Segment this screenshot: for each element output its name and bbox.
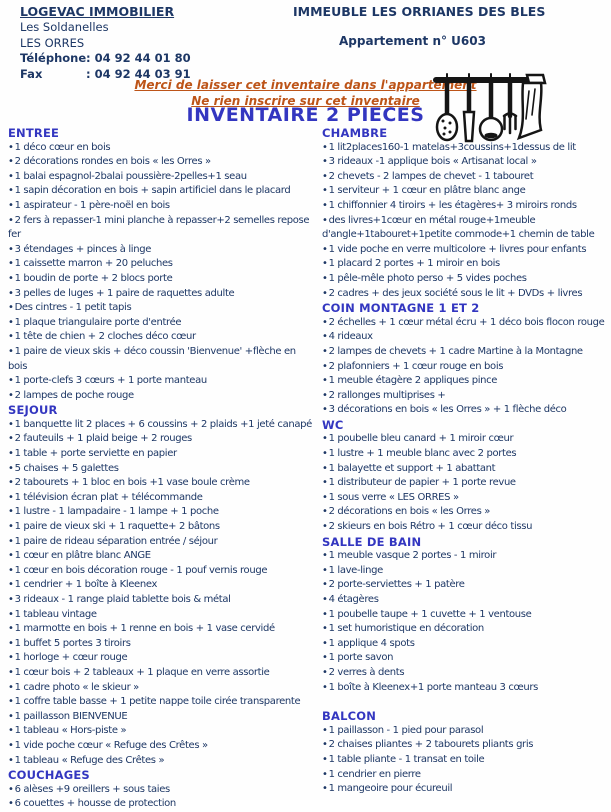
bullet-icon: • [8, 433, 14, 445]
inventory-item [8, 520, 313, 535]
item-text: 1 caissette marron + 20 peluches [14, 258, 173, 270]
item-text: 1 paillasson - 1 pied pour parasol [328, 724, 484, 736]
bullet-icon: • [8, 448, 14, 460]
bullet-icon: • [8, 243, 14, 255]
inventory-item [8, 272, 313, 287]
inventory-item [8, 418, 313, 433]
bullet-icon: • [8, 477, 14, 489]
inventory-item [8, 301, 313, 316]
bullet-icon: • [8, 550, 14, 562]
phone-label: Téléphone [20, 51, 87, 66]
inventory-item [8, 316, 313, 331]
bullet-icon: • [8, 331, 14, 343]
item-text: 2 tabourets + 1 bloc en bois +1 vase boule crème [14, 477, 250, 489]
inventory-item [8, 578, 313, 593]
inventory-item [8, 739, 313, 754]
bullet-icon: • [322, 594, 328, 605]
item-text: 2 skieurs en bois Rétro + 1 cœur déco tissu [328, 521, 533, 533]
item-text: 1 lave-linge [328, 564, 383, 576]
inventory-item [322, 287, 609, 302]
item-text: 1 paillasson BIENVENUE [14, 710, 128, 722]
item-text: 1 lit2places160-1 matelas+3coussins+1dessus de lit [328, 141, 576, 153]
inventory-item [8, 374, 313, 389]
item-text: 2 chaises pliantes + 2 tabourets pliants gris [328, 739, 534, 751]
inventory-item [322, 243, 609, 258]
bullet-icon: • [322, 141, 328, 153]
inventory-item [322, 505, 609, 520]
bullet-icon: • [322, 345, 328, 357]
inventory-item [322, 622, 609, 637]
bullet-icon: • [8, 623, 14, 635]
section-heading: WC [322, 417, 344, 432]
inventory-item [8, 549, 313, 564]
item-text: 2 chevets - 2 lampes de chevet - 1 tabouret [328, 170, 534, 182]
inventory-item [322, 345, 609, 360]
phone-number: : 04 92 44 01 80 [86, 51, 191, 66]
item-text: 1 cœur bois + 2 tableaux + 1 plaque en verre assortie [14, 666, 270, 678]
item-text: 5 chaises + 5 galettes [14, 462, 119, 474]
bullet-icon: • [322, 156, 328, 168]
item-text: 1 placard 2 portes + 1 miroir en bois [328, 258, 500, 270]
bullet-icon: • [322, 258, 328, 270]
bullet-icon: • [8, 696, 14, 708]
item-text: 1 lustre + 1 meuble blanc avec 2 portes [328, 448, 517, 460]
inventory-item [322, 608, 609, 623]
inventory-item [322, 257, 609, 272]
bullet-icon: • [322, 433, 328, 445]
item-text: 3 décorations en bois « les Orres » + 1 flèche déco [328, 404, 567, 416]
inventory-item [322, 447, 609, 462]
inventory-item [322, 374, 609, 389]
bullet-icon: • [322, 448, 328, 460]
bullet-icon: • [8, 156, 14, 168]
bullet-icon: • [322, 681, 328, 693]
bullet-icon: • [8, 725, 14, 737]
bullet-icon: • [8, 521, 14, 533]
inventory-item [322, 782, 609, 797]
inventory-item [8, 666, 313, 681]
inventory-item [322, 316, 609, 331]
item-text: 1 banquette lit 2 places + 6 coussins + 2 plaids +1 jeté canapé [14, 418, 312, 430]
inventory-item [8, 754, 313, 769]
item-text: 2 plafonniers + 1 cœur rouge en bois [328, 360, 504, 372]
item-text: 1 table pliante - 1 transat en toile [328, 753, 485, 765]
inventory-item [322, 184, 609, 199]
inventory-item [322, 170, 609, 185]
bullet-icon: • [322, 462, 328, 474]
item-text: 3 rideaux - 1 range plaid tablette bois & métal [14, 594, 231, 605]
agency-city: LES ORRES [20, 35, 85, 50]
bullet-icon: • [322, 287, 328, 299]
item-text: 2 lampes de chevets + 1 cadre Martine à la Montagne [328, 345, 583, 357]
item-text: 1 sapin décoration en bois + sapin artificiel dans le placard [14, 185, 291, 197]
bullet-icon: • [8, 608, 14, 620]
inventory-item [322, 724, 609, 739]
item-text: Des cintres - 1 petit tapis [14, 302, 132, 314]
building-name: IMMEUBLE LES ORRIANES DES BLES [293, 4, 546, 19]
phone-row [20, 51, 191, 67]
item-text: 1 cendrier + 1 boîte à Kleenex [14, 579, 158, 591]
inventory-item [8, 535, 313, 550]
item-text: 1 distributeur de papier + 1 porte revue [328, 477, 516, 489]
bullet-icon: • [8, 798, 14, 810]
item-text: 1 cadre photo « le skieur » [14, 681, 139, 693]
item-text: 2 fers à repasser-1 mini planche à repasser+2 semelles repose fer [8, 214, 310, 241]
item-text: 1 balayette et support + 1 abattant [328, 462, 496, 474]
bullet-icon: • [322, 214, 328, 226]
item-text: 1 buffet 5 portes 3 tiroirs [14, 637, 131, 649]
inventory-item [8, 710, 313, 725]
inventory-item [322, 272, 609, 287]
bullet-icon: • [8, 579, 14, 591]
inventory-item [322, 564, 609, 579]
item-text: 1 balai espagnol-2balai poussière-2pelles+1 seau [14, 170, 247, 182]
bullet-icon: • [8, 316, 14, 328]
bullet-icon: • [322, 637, 328, 649]
item-text: 1 cœur en plâtre blanc ANGE [14, 550, 151, 562]
bullet-icon: • [8, 375, 14, 387]
item-text: 1 vide poche en verre multicolore + livres pour enfants [328, 243, 587, 255]
notice-line-2: Ne rien inscrire sur cet inventaire [191, 94, 420, 108]
inventory-item [322, 432, 609, 447]
item-text: 1 aspirateur - 1 père-noël en bois [14, 199, 170, 211]
bullet-icon: • [8, 681, 14, 693]
inventory-item [322, 476, 609, 491]
inventory-item [322, 155, 609, 170]
inventory-item [322, 753, 609, 768]
section-heading: COIN MONTAGNE 1 ET 2 [322, 301, 480, 316]
item-text: 2 porte-serviettes + 1 patère [328, 579, 465, 591]
item-text: 1 boudin de porte + 2 blocs porte [14, 272, 173, 284]
inventory-item [322, 360, 609, 375]
inventory-item [322, 214, 609, 243]
bullet-icon: • [8, 185, 14, 197]
bullet-icon: • [322, 360, 328, 372]
bullet-icon: • [322, 550, 328, 562]
inventory-item [322, 491, 609, 506]
inventory-item [8, 564, 313, 579]
bullet-icon: • [322, 491, 328, 503]
inventory-item [322, 681, 609, 696]
item-text: 2 cadres + des jeux société sous le lit + DVDs + livres [328, 287, 583, 299]
item-text: 4 rideaux [328, 331, 373, 343]
item-text: 1 déco cœur en bois [14, 141, 111, 153]
item-text: 1 set humoristique en décoration [328, 623, 484, 635]
inventory-item [322, 578, 609, 593]
bullet-icon: • [8, 564, 14, 576]
item-text: 6 alèses +9 oreillers + sous taies [14, 783, 170, 795]
item-text: 1 lustre - 1 lampadaire - 1 lampe + 1 poche [14, 506, 219, 518]
inventory-section [8, 126, 313, 403]
item-text: 1 cendrier en pierre [328, 768, 421, 780]
item-text: 1 table + porte serviette en papier [14, 448, 177, 460]
inventory-section [322, 301, 609, 418]
bullet-icon: • [8, 652, 14, 664]
bullet-icon: • [322, 389, 328, 401]
agency-block [20, 4, 191, 83]
column-left [8, 126, 313, 812]
bullet-icon: • [8, 418, 14, 430]
bullet-icon: • [322, 739, 328, 751]
inventory-item [322, 389, 609, 404]
item-text: 1 tête de chien + 2 cloches déco cœur [14, 331, 196, 343]
bullet-icon: • [8, 258, 14, 270]
inventory-section [322, 418, 609, 535]
bullet-icon: • [322, 753, 328, 765]
item-text: 1 porte-clefs 3 cœurs + 1 porte manteau [14, 375, 207, 387]
inventory-item [322, 738, 609, 753]
bullet-icon: • [8, 462, 14, 474]
bullet-icon: • [8, 141, 14, 153]
bullet-icon: • [8, 199, 14, 211]
item-text: 2 décorations rondes en bois « les Orres » [14, 156, 211, 168]
inventory-section [8, 403, 313, 768]
bullet-icon: • [8, 710, 14, 722]
bullet-icon: • [322, 170, 328, 182]
item-text: 1 meuble vasque 2 portes - 1 miroir [328, 550, 497, 562]
item-text: 1 paire de rideau séparation entrée / séjour [14, 535, 218, 547]
bullet-icon: • [8, 170, 14, 182]
inventory-item [8, 345, 313, 374]
bullet-icon: • [322, 666, 328, 678]
bullet-icon: • [8, 491, 14, 503]
item-text: 1 applique 4 spots [328, 637, 415, 649]
bullet-icon: • [8, 287, 14, 299]
fax-label: Fax [20, 67, 43, 82]
bullet-icon: • [8, 535, 14, 547]
bullet-icon: • [8, 739, 14, 751]
bullet-icon: • [322, 375, 328, 387]
item-text: 1 cœur en bois décoration rouge - 1 pouf vernis rouge [14, 564, 268, 576]
agency-residence: Les Soldanelles [20, 19, 109, 34]
inventory-item [322, 768, 609, 783]
bullet-icon: • [8, 783, 14, 795]
item-text: 1 sous verre « LES ORRES » [328, 491, 459, 503]
inventory-item [8, 797, 313, 812]
item-text: 1 paire de vieux ski + 1 raquette+ 2 bâtons [14, 521, 220, 533]
bullet-icon: • [322, 623, 328, 635]
fax-number: : 04 92 44 03 91 [86, 67, 191, 82]
inventory-item [8, 432, 313, 447]
inventory-item [8, 608, 313, 623]
item-text: 1 serviteur + 1 cœur en plâtre blanc ange [328, 185, 526, 197]
inventory-item [322, 462, 609, 477]
column-right [322, 126, 609, 812]
inventory-section [322, 709, 609, 797]
bullet-icon: • [8, 637, 14, 649]
inventory-item [8, 184, 313, 199]
inventory-item [8, 287, 313, 302]
bullet-icon: • [8, 754, 14, 766]
inventory-item [8, 447, 313, 462]
section-heading: COUCHAGES [8, 768, 90, 783]
inventory-item [8, 141, 313, 156]
item-text: 2 verres à dents [328, 666, 405, 678]
item-text: 1 tableau vintage [14, 608, 97, 620]
section-heading: SALLE DE BAIN [322, 534, 422, 549]
item-text: 1 poubelle taupe + 1 cuvette + 1 ventouse [328, 608, 532, 620]
bullet-icon: • [322, 608, 328, 620]
agency-name: LOGEVAC IMMOBILIER [20, 4, 175, 19]
bullet-icon: • [8, 302, 14, 314]
bullet-icon: • [322, 506, 328, 518]
notice-line-1: Merci de laisser cet inventaire dans l'appartement [134, 78, 477, 92]
item-text: 3 pelles de luges + 1 paire de raquettes adulte [14, 287, 235, 299]
item-text: 1 coffre table basse + 1 petite nappe toile cirée transparente [14, 696, 301, 708]
bullet-icon: • [322, 521, 328, 533]
item-text: 1 pêle-mêle photo perso + 5 vides poches [328, 272, 527, 284]
bullet-icon: • [8, 594, 14, 605]
item-text: 3 rideaux -1 applique bois « Artisanat local » [328, 156, 537, 168]
bullet-icon: • [322, 331, 328, 343]
item-text: 1 porte savon [328, 652, 394, 664]
bullet-icon: • [322, 652, 328, 664]
item-text: 2 rallonges multiprises + [328, 389, 446, 401]
inventory-item [322, 637, 609, 652]
inventory-item [8, 695, 313, 710]
item-text: 1 télévision écran plat + télécommande [14, 491, 203, 503]
inventory-section [8, 768, 313, 812]
inventory-item [8, 622, 313, 637]
section-heading: ENTREE [8, 126, 60, 140]
item-text: 1 boîte à Kleenex+1 porte manteau 3 cœurs [328, 681, 539, 693]
item-text: 4 étagères [328, 594, 379, 605]
bullet-icon: • [322, 477, 328, 489]
inventory-item [322, 199, 609, 214]
inventory-item [8, 651, 313, 666]
section-heading: BALCON [322, 709, 377, 724]
bullet-icon: • [8, 345, 14, 357]
inventory-item [8, 199, 313, 214]
bullet-icon: • [8, 272, 14, 284]
item-text: 3 étendages + pinces à linge [14, 243, 151, 255]
bullet-icon: • [322, 272, 328, 284]
bullet-icon: • [8, 506, 14, 518]
bullet-icon: • [8, 214, 14, 226]
bullet-icon: • [322, 564, 328, 576]
item-text: 1 mangeoire pour écureuil [328, 783, 453, 795]
inventory-item [8, 170, 313, 185]
item-text: 1 marmotte en bois + 1 renne en bois + 1 vase cervidé [14, 623, 275, 635]
item-text: 2 échelles + 1 cœur métal écru + 1 déco bois flocon rouge [328, 316, 605, 328]
inventory-item [322, 549, 609, 564]
item-text: 1 tableau « Hors-piste » [14, 725, 127, 737]
page-title: INVENTAIRE 2 PIECES [186, 104, 425, 126]
bullet-icon: • [8, 666, 14, 678]
bullet-icon: • [8, 389, 14, 401]
inventory-item [8, 330, 313, 345]
bullet-icon: • [322, 243, 328, 255]
item-text: des livres+1cœur en métal rouge+1meuble d'angle+1tabouret+1petite commode+1 chemin de table [322, 214, 595, 241]
bullet-icon: • [322, 185, 328, 197]
inventory-item [8, 476, 313, 491]
inventory-item [8, 389, 313, 404]
item-text: 1 horloge + cœur rouge [14, 652, 128, 664]
item-text: 6 couettes + housse de protection [14, 798, 176, 810]
inventory-item [8, 593, 313, 608]
bullet-icon: • [322, 199, 328, 211]
section-heading: SEJOUR [8, 403, 58, 418]
section-heading: CHAMBRE [322, 126, 388, 140]
item-text: 1 paire de vieux skis + déco coussin 'Bienvenue' +flèche en bois [8, 345, 296, 372]
inventory-item [8, 783, 313, 798]
item-text: 2 décorations en bois « les Orres » [328, 506, 491, 518]
inventory-item [322, 593, 609, 608]
inventory-item [322, 666, 609, 681]
bullet-icon: • [322, 316, 328, 328]
inventory-item [322, 651, 609, 666]
bullet-icon: • [322, 768, 328, 780]
kitchen-utensils-icon [433, 72, 549, 154]
inventory-item [8, 681, 313, 696]
item-text: 1 vide poche cœur « Refuge des Crêtes » [14, 739, 208, 751]
item-text: 1 meuble étagère 2 appliques pince [328, 375, 498, 387]
inventory-item [8, 257, 313, 272]
item-text: 2 lampes de poche rouge [14, 389, 134, 401]
bullet-icon: • [322, 783, 328, 795]
inventory-item [8, 155, 313, 170]
inventory-columns [8, 126, 611, 812]
item-text: 1 plaque triangulaire porte d'entrée [14, 316, 182, 328]
bullet-icon: • [322, 404, 328, 416]
inventory-item [8, 724, 313, 739]
item-text: 2 fauteuils + 1 plaid beige + 2 rouges [14, 433, 192, 445]
bullet-icon: • [322, 579, 328, 591]
inventory-item [8, 491, 313, 506]
bullet-icon: • [322, 724, 328, 736]
inventory-item [8, 505, 313, 520]
inventory-item [8, 243, 313, 258]
inventory-item [322, 520, 609, 535]
inventory-item [322, 330, 609, 345]
inventory-item [8, 462, 313, 477]
item-text: 1 chiffonnier 4 tiroirs + les étagères+ 3 miroirs ronds [328, 199, 577, 211]
inventory-section [322, 535, 609, 696]
item-text: 1 poubelle bleu canard + 1 miroir cœur [328, 433, 514, 445]
inventory-item [8, 637, 313, 652]
inventory-item [8, 214, 313, 243]
apartment-number: Appartement n° U603 [339, 34, 486, 48]
item-text: 1 tableau « Refuge des Crêtes » [14, 754, 165, 766]
inventory-item [322, 403, 609, 418]
